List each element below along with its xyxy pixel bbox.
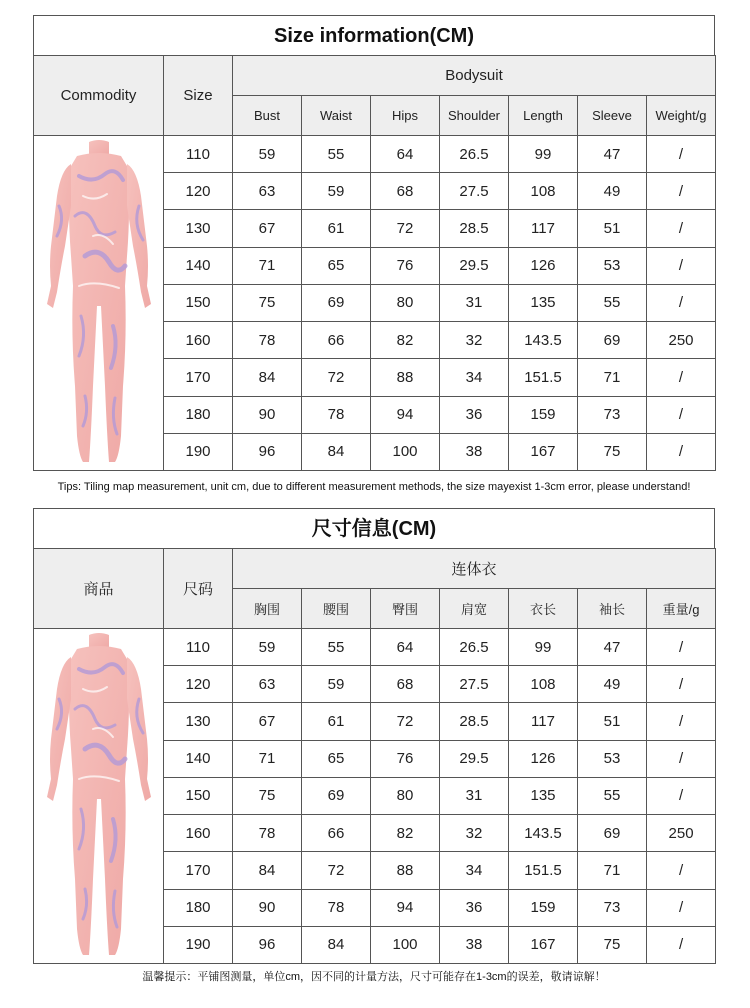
column-header: Length	[509, 96, 578, 136]
measurement-cell: 72	[371, 210, 440, 247]
measurement-cell: 61	[302, 703, 371, 740]
measurement-cell: 90	[233, 889, 302, 926]
measurement-cell: 61	[302, 210, 371, 247]
size-cell: 130	[164, 210, 233, 247]
measurement-cell: 71	[233, 247, 302, 284]
size-cell: 180	[164, 889, 233, 926]
size-cell: 180	[164, 396, 233, 433]
size-cell: 140	[164, 740, 233, 777]
measurement-cell: 72	[302, 852, 371, 889]
column-header: 腰围	[302, 589, 371, 629]
measurement-cell: 69	[578, 815, 647, 852]
column-header: 袖长	[578, 589, 647, 629]
measurement-cell: 26.5	[440, 629, 509, 666]
measurement-cell: 28.5	[440, 210, 509, 247]
measurement-cell: 94	[371, 889, 440, 926]
column-header: Bust	[233, 96, 302, 136]
measurement-cell: 65	[302, 740, 371, 777]
measurement-cell: 51	[578, 703, 647, 740]
measurement-cell: /	[647, 740, 716, 777]
measurement-cell: 49	[578, 173, 647, 210]
measurement-cell: 73	[578, 889, 647, 926]
measurement-cell: 82	[371, 815, 440, 852]
measurement-cell: 63	[233, 666, 302, 703]
commodity-image-cell	[34, 629, 164, 964]
size-cell: 150	[164, 284, 233, 321]
measurement-cell: 64	[371, 136, 440, 173]
measurement-cell: 26.5	[440, 136, 509, 173]
measurement-cell: 80	[371, 777, 440, 814]
size-cell: 160	[164, 815, 233, 852]
measurement-cell: /	[647, 926, 716, 963]
measurement-cell: /	[647, 210, 716, 247]
measurement-cell: 94	[371, 396, 440, 433]
measurement-cell: 29.5	[440, 247, 509, 284]
measurement-cell: /	[647, 173, 716, 210]
measurement-cell: 167	[509, 433, 578, 470]
measurement-cell: 71	[578, 359, 647, 396]
measurement-cell: 68	[371, 173, 440, 210]
column-header: 臀围	[371, 589, 440, 629]
size-table-en	[33, 55, 716, 471]
measurement-cell: 59	[233, 629, 302, 666]
bodysuit-group-header-zh: 连体衣	[233, 549, 716, 589]
measurement-cell: 59	[302, 666, 371, 703]
measurement-cell: 51	[578, 210, 647, 247]
measurement-cell: 63	[233, 173, 302, 210]
measurement-cell: 75	[578, 926, 647, 963]
measurement-cell: 100	[371, 926, 440, 963]
column-header: 肩宽	[440, 589, 509, 629]
measurement-cell: 126	[509, 740, 578, 777]
size-cell: 160	[164, 322, 233, 359]
measurement-cell: 108	[509, 666, 578, 703]
size-cell: 140	[164, 247, 233, 284]
commodity-header-zh: 商品	[34, 549, 164, 629]
column-header: 衣长	[509, 589, 578, 629]
measurement-cell: 69	[578, 322, 647, 359]
measurement-cell: 34	[440, 359, 509, 396]
size-cell: 170	[164, 852, 233, 889]
measurement-cell: 250	[647, 322, 716, 359]
column-header: Weight/g	[647, 96, 716, 136]
size-header-zh: 尺码	[164, 549, 233, 629]
measurement-cell: 32	[440, 815, 509, 852]
measurement-cell: 27.5	[440, 666, 509, 703]
size-header: Size	[164, 56, 233, 136]
measurement-cell: /	[647, 703, 716, 740]
measurement-cell: 55	[578, 284, 647, 321]
measurement-cell: 151.5	[509, 359, 578, 396]
measurement-cell: 68	[371, 666, 440, 703]
measurement-cell: 96	[233, 433, 302, 470]
measurement-cell: 159	[509, 889, 578, 926]
measurement-cell: 76	[371, 247, 440, 284]
measurement-cell: /	[647, 889, 716, 926]
measurement-cell: 66	[302, 322, 371, 359]
measurement-cell: 31	[440, 777, 509, 814]
column-header: 重量/g	[647, 589, 716, 629]
measurement-cell: 75	[578, 433, 647, 470]
measurement-cell: 84	[302, 433, 371, 470]
measurement-tip: Tips: Tiling map measurement, unit cm, due to different measurement methods, the size mayexist 1-3cm error, please understand!	[57, 481, 691, 493]
table-row	[34, 629, 716, 666]
measurement-cell: 59	[302, 173, 371, 210]
measurement-cell: 250	[647, 815, 716, 852]
size-cell: 190	[164, 926, 233, 963]
measurement-cell: 72	[371, 703, 440, 740]
commodity-header: Commodity	[34, 56, 164, 136]
measurement-cell: /	[647, 359, 716, 396]
measurement-cell: 108	[509, 173, 578, 210]
measurement-cell: 53	[578, 247, 647, 284]
measurement-cell: 84	[302, 926, 371, 963]
measurement-cell: 65	[302, 247, 371, 284]
size-cell: 170	[164, 359, 233, 396]
size-cell: 150	[164, 777, 233, 814]
measurement-cell: 99	[509, 136, 578, 173]
measurement-cell: 84	[233, 852, 302, 889]
measurement-cell: 38	[440, 433, 509, 470]
measurement-cell: 75	[233, 284, 302, 321]
column-header: Sleeve	[578, 96, 647, 136]
measurement-cell: 49	[578, 666, 647, 703]
measurement-cell: 96	[233, 926, 302, 963]
measurement-cell: 76	[371, 740, 440, 777]
size-info-title: Size information(CM)	[33, 15, 715, 56]
measurement-cell: /	[647, 247, 716, 284]
measurement-cell: 67	[233, 210, 302, 247]
measurement-cell: 117	[509, 703, 578, 740]
measurement-cell: 78	[302, 396, 371, 433]
measurement-cell: /	[647, 433, 716, 470]
measurement-cell: 88	[371, 852, 440, 889]
bodysuit-group-header: Bodysuit	[233, 56, 716, 96]
column-header: Waist	[302, 96, 371, 136]
measurement-cell: 36	[440, 396, 509, 433]
measurement-cell: 69	[302, 284, 371, 321]
measurement-cell: 78	[233, 322, 302, 359]
measurement-cell: 82	[371, 322, 440, 359]
measurement-cell: 143.5	[509, 322, 578, 359]
measurement-cell: 143.5	[509, 815, 578, 852]
measurement-cell: 29.5	[440, 740, 509, 777]
measurement-cell: 32	[440, 322, 509, 359]
measurement-cell: 28.5	[440, 703, 509, 740]
measurement-cell: 34	[440, 852, 509, 889]
column-header: Shoulder	[440, 96, 509, 136]
measurement-cell: /	[647, 136, 716, 173]
measurement-cell: 90	[233, 396, 302, 433]
measurement-cell: 71	[233, 740, 302, 777]
measurement-cell: 84	[233, 359, 302, 396]
measurement-cell: 55	[578, 777, 647, 814]
measurement-cell: 47	[578, 629, 647, 666]
measurement-cell: 53	[578, 740, 647, 777]
measurement-cell: 72	[302, 359, 371, 396]
size-cell: 110	[164, 629, 233, 666]
measurement-cell: 27.5	[440, 173, 509, 210]
size-table-zh	[33, 548, 716, 964]
measurement-cell: 78	[302, 889, 371, 926]
column-header: 胸围	[233, 589, 302, 629]
size-cell: 110	[164, 136, 233, 173]
measurement-cell: 167	[509, 926, 578, 963]
size-cell: 130	[164, 703, 233, 740]
measurement-cell: 75	[233, 777, 302, 814]
measurement-cell: 69	[302, 777, 371, 814]
bodysuit-product-image	[35, 136, 163, 466]
measurement-cell: /	[647, 629, 716, 666]
measurement-cell: /	[647, 852, 716, 889]
measurement-cell: 38	[440, 926, 509, 963]
measurement-cell: 71	[578, 852, 647, 889]
bodysuit-product-image	[35, 629, 163, 959]
measurement-cell: 59	[233, 136, 302, 173]
commodity-image-cell	[34, 136, 164, 471]
measurement-cell: 135	[509, 284, 578, 321]
measurement-cell: /	[647, 396, 716, 433]
measurement-cell: 55	[302, 629, 371, 666]
measurement-cell: 159	[509, 396, 578, 433]
measurement-cell: 151.5	[509, 852, 578, 889]
size-cell: 120	[164, 173, 233, 210]
measurement-cell: 64	[371, 629, 440, 666]
measurement-cell: 36	[440, 889, 509, 926]
measurement-cell: 88	[371, 359, 440, 396]
measurement-cell: 78	[233, 815, 302, 852]
measurement-cell: 67	[233, 703, 302, 740]
measurement-cell: 47	[578, 136, 647, 173]
measurement-cell: 117	[509, 210, 578, 247]
measurement-cell: 99	[509, 629, 578, 666]
measurement-cell: 31	[440, 284, 509, 321]
size-cell: 190	[164, 433, 233, 470]
measurement-cell: 80	[371, 284, 440, 321]
column-header: Hips	[371, 96, 440, 136]
measurement-cell: /	[647, 284, 716, 321]
measurement-cell: 126	[509, 247, 578, 284]
table-row	[34, 136, 716, 173]
measurement-cell: 100	[371, 433, 440, 470]
measurement-cell: 55	[302, 136, 371, 173]
measurement-tip-zh: 温馨提示：平铺图测量，单位cm，因不同的计量方法，尺寸可能存在1-3cm的误差，敬请谅解！	[142, 971, 606, 983]
measurement-cell: 135	[509, 777, 578, 814]
size-info-title-zh: 尺寸信息(CM)	[33, 508, 715, 549]
measurement-cell: 66	[302, 815, 371, 852]
measurement-cell: /	[647, 777, 716, 814]
measurement-cell: 73	[578, 396, 647, 433]
size-cell: 120	[164, 666, 233, 703]
measurement-cell: /	[647, 666, 716, 703]
